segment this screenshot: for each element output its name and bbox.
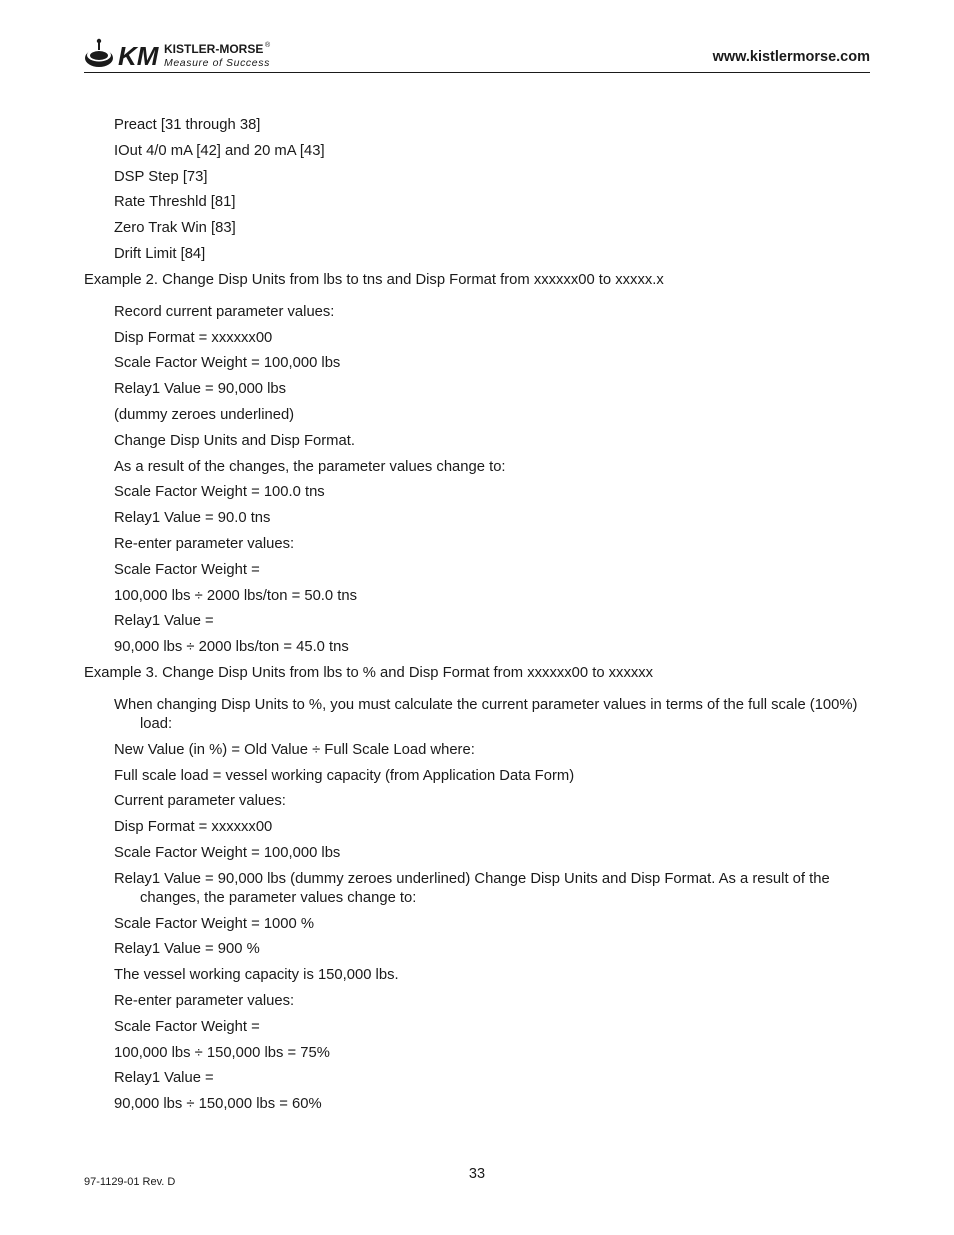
- list-item: Re-enter parameter values:: [114, 992, 295, 1009]
- list-item: Re-enter parameter values:: [114, 535, 295, 552]
- list-item: DSP Step [73]: [114, 168, 208, 185]
- list-item: (dummy zeroes underlined): [114, 406, 295, 423]
- logo-monogram: KM: [118, 41, 159, 70]
- list-item: Relay1 Value = 900 %: [114, 941, 260, 958]
- kistler-morse-logo: [84, 38, 284, 70]
- list-item: New Value (in %) = Old Value ÷ Full Scale Load where:: [114, 741, 475, 758]
- page-header: [84, 38, 870, 73]
- example-3-heading: Example 3. Change Disp Units from lbs to % and Disp Format from xxxxxx00 to xxxxxx: [84, 664, 654, 681]
- list-item: 90,000 lbs ÷ 150,000 lbs = 60%: [114, 1096, 322, 1113]
- logo-tagline: Measure of Success: [164, 57, 270, 69]
- scale-disc-icon: [85, 39, 113, 67]
- list-item: Scale Factor Weight = 100.0 tns: [114, 484, 325, 501]
- example-3-steps: [84, 696, 874, 1114]
- list-item: Scale Factor Weight = 100,000 lbs: [114, 844, 341, 861]
- logo-brand-name: KISTLER-MORSE: [164, 42, 264, 56]
- registered-mark: ®: [265, 42, 271, 49]
- list-item: 100,000 lbs ÷ 150,000 lbs = 75%: [114, 1044, 330, 1061]
- list-item: Drift Limit [84]: [114, 245, 206, 262]
- list-item: Relay1 Value = 90.0 tns: [114, 510, 271, 527]
- list-item: Rate Threshld [81]: [114, 194, 236, 211]
- list-item: Scale Factor Weight =: [114, 1018, 260, 1035]
- list-item: Scale Factor Weight =: [114, 561, 260, 578]
- list-item: Preact [31 through 38]: [114, 117, 261, 133]
- logo-graphic: [84, 38, 284, 70]
- list-item: Relay1 Value =: [114, 1070, 214, 1087]
- list-item: Relay1 Value =: [114, 613, 214, 630]
- list-item: Scale Factor Weight = 100,000 lbs: [114, 355, 341, 372]
- list-item: The vessel working capacity is 150,000 lbs.: [114, 967, 399, 984]
- list-item: When changing Disp Units to %, you must calculate the current parameter values in terms of the full scale (100%) load:: [114, 696, 858, 732]
- list-item: Zero Trak Win [83]: [114, 220, 236, 237]
- list-item: Relay1 Value = 90,000 lbs: [114, 381, 287, 398]
- list-item: Disp Format = xxxxxx00: [114, 329, 273, 346]
- list-item: Record current parameter values:: [114, 303, 335, 320]
- list-item: Scale Factor Weight = 1000 %: [114, 915, 315, 932]
- page-body: [84, 116, 874, 1121]
- list-item: Full scale load = vessel working capacity (from Application Data Form): [114, 767, 575, 784]
- list-item: 100,000 lbs ÷ 2000 lbs/ton = 50.0 tns: [114, 587, 357, 604]
- list-item: IOut 4/0 mA [42] and 20 mA [43]: [114, 142, 325, 159]
- list-item: 90,000 lbs ÷ 2000 lbs/ton = 45.0 tns: [114, 639, 349, 656]
- website-url: www.kistlermorse.com: [712, 49, 870, 65]
- list-item: Current parameter values:: [114, 793, 286, 810]
- parameter-list: [84, 116, 874, 264]
- list-item: Disp Format = xxxxxx00: [114, 819, 273, 836]
- example-2-heading: Example 2. Change Disp Units from lbs to tns and Disp Format from xxxxxx00 to xxxxx.x: [84, 271, 664, 288]
- example-2-steps: [84, 303, 874, 657]
- document-number: 97-1129-01 Rev. D: [84, 1176, 176, 1188]
- list-item: Relay1 Value = 90,000 lbs (dummy zeroes underlined) Change Disp Units and Disp Format. As a result of the changes, the parameter values change to:: [114, 870, 830, 906]
- page-number: 33: [468, 1166, 486, 1182]
- list-item: Change Disp Units and Disp Format.: [114, 432, 355, 449]
- list-item: As a result of the changes, the parameter values change to:: [114, 458, 506, 475]
